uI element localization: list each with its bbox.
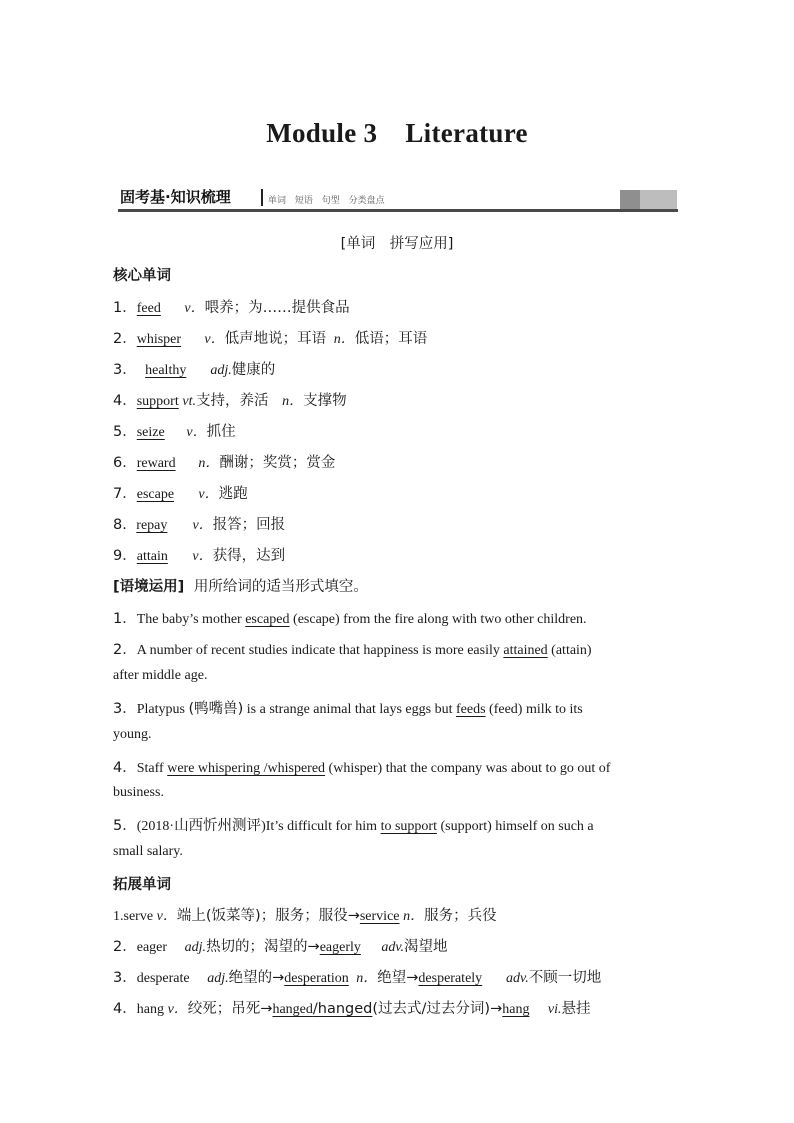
answer-blank: attained [503, 643, 548, 658]
core-word-4: 4．support vt.支持，养活 n．支撑物 [113, 393, 347, 409]
answer-blank: hang [502, 1002, 530, 1017]
banner-light-block [640, 190, 677, 209]
banner-title: 固考基·知识梳理 [120, 188, 231, 206]
banner-sub-words: 单词 [268, 196, 287, 206]
answer-blank: desperation [284, 971, 349, 986]
title-literature: Literature [405, 118, 528, 148]
context-sentence-4: 4．Staff were whispering /whispered (whisper) that the company was about to go out of [113, 760, 611, 776]
context-sentence-4-cont: business. [113, 785, 164, 800]
page-title [0, 118, 794, 149]
core-words-heading: 核心单词 [113, 268, 171, 284]
answer-blank: were whispering /whispered [167, 761, 326, 776]
answer-blank: eagerly [319, 940, 361, 955]
answer-blank: escape [136, 487, 175, 502]
context-sentence-5-cont: small salary. [113, 844, 183, 859]
answer-blank: attain [136, 549, 168, 564]
answer-blank: whisper [136, 332, 182, 347]
answer-blank: repay [136, 518, 168, 533]
answer-blank: seize [136, 425, 165, 440]
title-module: Module 3 [266, 118, 378, 148]
ext-word-3: 3．desperate adj.绝望的→desperation n．绝望→desperately adv.不顾一切地 [113, 970, 602, 986]
answer-blank: to support [380, 819, 437, 834]
context-sentence-2: 2．A number of recent studies indicate that happiness is more easily attained (attain) [113, 642, 592, 658]
banner-subtitles [268, 193, 391, 206]
core-word-3: 3． healthy adj.健康的 [113, 362, 276, 378]
answer-blank: service [359, 909, 400, 924]
context-heading: [语境运用] 用所给词的适当形式填空。 [113, 579, 368, 595]
context-sentence-1: 1．The baby’s mother escaped (escape) from the fire along with two other children. [113, 611, 587, 627]
ext-word-4: 4．hang v．绞死；吊死→hanged/hanged(过去式/过去分词)→hang vi.悬挂 [113, 1001, 591, 1017]
banner-dark-block [620, 190, 640, 209]
answer-blank: escaped [245, 612, 290, 627]
answer-blank-alt: /hanged [312, 1001, 373, 1017]
core-word-6: 6．reward n．酬谢；奖赏；赏金 [113, 455, 336, 471]
core-word-5: 5．seize v．抓住 [113, 424, 236, 440]
context-sentence-2-cont: after middle age. [113, 668, 208, 683]
banner-divider [261, 189, 263, 206]
context-sentence-3-cont: young. [113, 727, 152, 742]
banner-sub-sentences: 句型 [321, 196, 340, 206]
section-banner [118, 186, 678, 212]
answer-blank: desperately [418, 971, 483, 986]
banner-sub-summary: 分类盘点 [348, 196, 385, 206]
answer-blank: healthy [145, 363, 187, 378]
answer-blank: feeds [455, 702, 486, 717]
banner-rule [118, 209, 678, 212]
answer-blank: support [136, 394, 179, 409]
answer-blank: reward [136, 456, 176, 471]
ext-word-1: 1.serve v．端上(饭菜等)；服务；服役→service n．服务；兵役 [113, 908, 497, 924]
core-word-2: 2．whisper v．低声地说；耳语 n．低语；耳语 [113, 331, 428, 347]
context-sentence-3: 3．Platypus (鸭嘴兽) is a strange animal that lays eggs but feeds (feed) milk to its [113, 701, 583, 717]
banner-sub-phrases: 短语 [294, 196, 313, 206]
core-word-1: 1．feed v．喂养；为……提供食品 [113, 300, 350, 316]
core-word-7: 7．escape v．逃跑 [113, 486, 248, 502]
context-sentence-5: 5．(2018·山西忻州测评)It’s difficult for him to support (support) himself on such a [113, 818, 594, 834]
answer-blank: hanged [272, 1002, 313, 1017]
ext-word-2: 2．eager adj.热切的；渴望的→eagerly adv.渴望地 [113, 939, 448, 955]
ext-words-heading: 拓展单词 [113, 877, 171, 893]
section-heading: [单词 拼写应用] [340, 236, 454, 252]
core-word-9: 9．attain v．获得，达到 [113, 548, 286, 564]
core-word-8: 8. repay v．报答；回报 [113, 517, 286, 533]
answer-blank: feed [136, 301, 161, 316]
